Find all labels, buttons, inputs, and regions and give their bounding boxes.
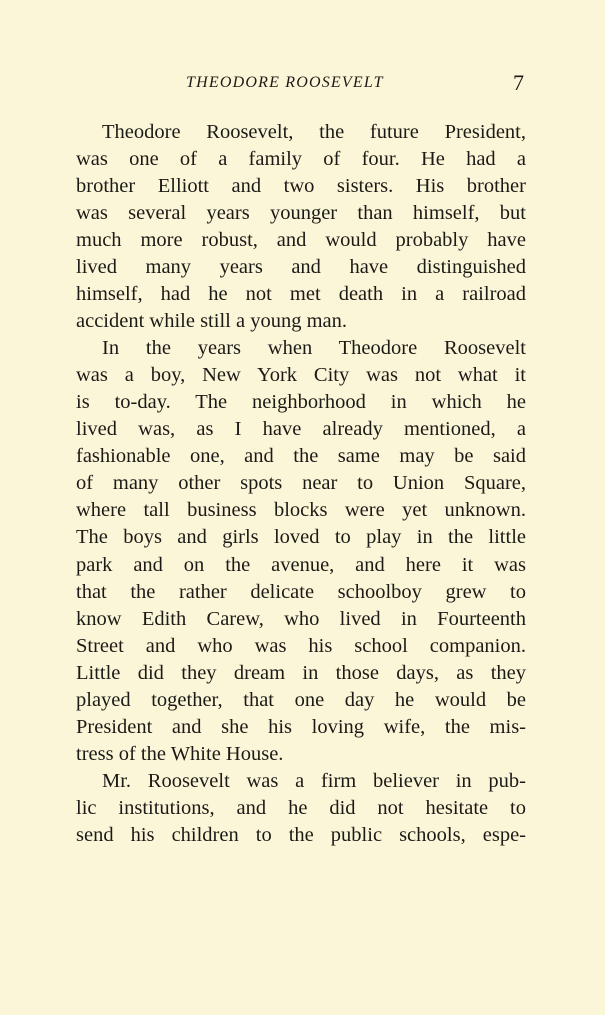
text-line: know Edith Carew, who lived in Fourteenth (76, 607, 526, 630)
text-line: park and on the avenue, and here it was (76, 553, 526, 576)
text-line: much more robust, and would probably have (76, 229, 526, 252)
paragraph (76, 119, 526, 335)
text-line: tress of the White House. (76, 742, 284, 765)
running-title: THEODORE ROOSEVELT (186, 74, 384, 91)
page-number: 7 (513, 70, 524, 95)
text-line: Mr. Roosevelt was a firm believer in pub- (102, 769, 526, 792)
text-line: lived many years and have distinguished (76, 256, 526, 279)
text-line: Theodore Roosevelt, the future President, (102, 121, 526, 143)
running-head (76, 70, 526, 100)
text-line: The boys and girls loved to play in the little (76, 526, 526, 549)
paragraph (76, 768, 526, 849)
text-line: was one of a family of four. He had a (76, 148, 526, 171)
text-line: of many other spots near to Union Square, (76, 472, 526, 495)
text-line: brother Elliott and two sisters. His brother (76, 175, 526, 198)
text-line: himself, had he not met death in a railroad (76, 283, 526, 306)
text-line: that the rather delicate schoolboy grew to (76, 580, 526, 603)
text-line: is to-day. The neighborhood in which he (76, 391, 526, 414)
text-line: played together, that one day he would be (76, 688, 526, 711)
text-line: President and she his loving wife, the mis- (76, 715, 526, 738)
text-line: accident while still a young man. (76, 310, 347, 333)
text-line: where tall business blocks were yet unknown. (76, 499, 526, 522)
text-line: fashionable one, and the same may be said (76, 445, 526, 468)
text-line: lic institutions, and he did not hesitate to (76, 796, 526, 819)
text-line: In the years when Theodore Roosevelt (102, 337, 526, 360)
paragraph (76, 335, 526, 768)
text-line: was several years younger than himself, but (76, 202, 526, 225)
text-line: Little did they dream in those days, as they (76, 661, 526, 684)
text-line: send his children to the public schools, espe- (76, 823, 526, 846)
text-line: lived was, as I have already mentioned, a (76, 418, 526, 441)
text-line: was a boy, New York City was not what it (76, 364, 526, 387)
text-line: Street and who was his school companion. (76, 634, 526, 657)
body-text (76, 119, 526, 849)
